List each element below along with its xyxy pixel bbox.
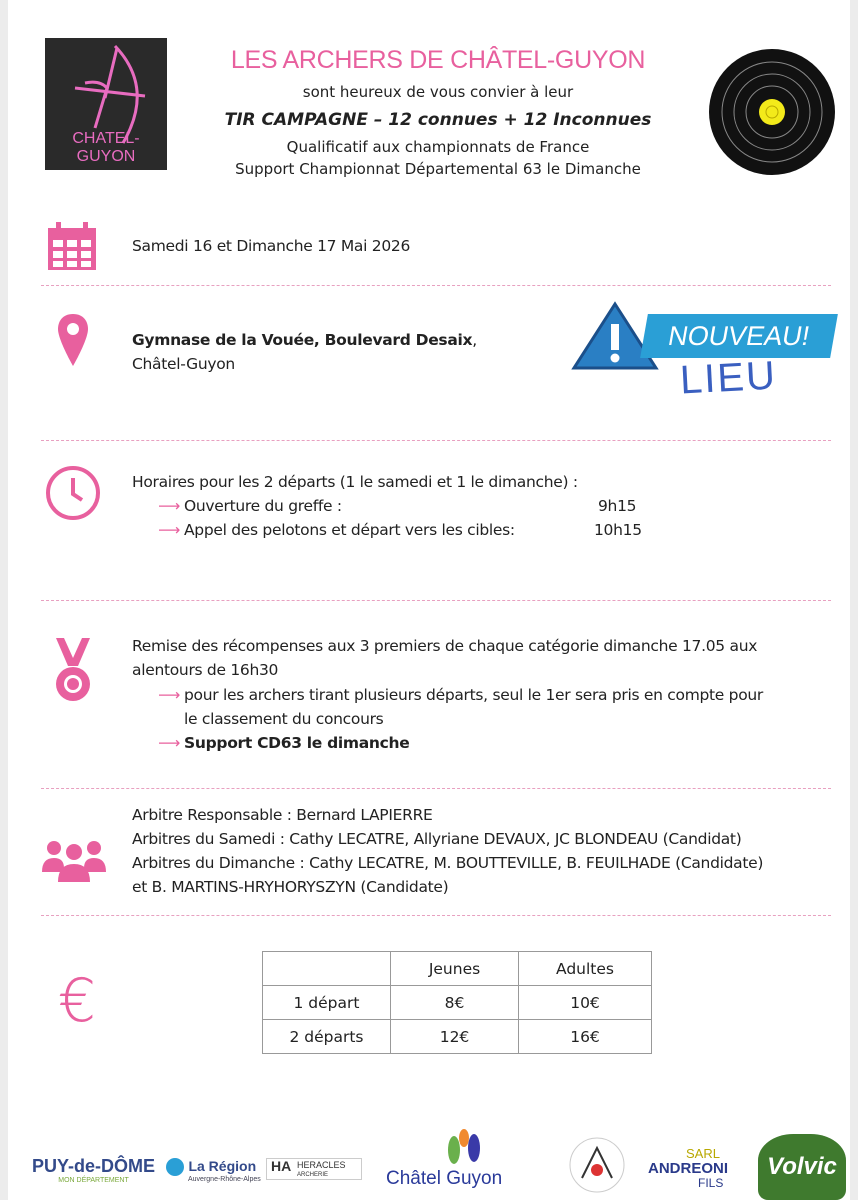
medal-icon bbox=[50, 636, 96, 706]
table-cell: 16€ bbox=[519, 1020, 652, 1054]
venue-suffix: , bbox=[472, 331, 477, 349]
logo-text: HERACLES bbox=[297, 1160, 346, 1170]
sponsor-chatel-guyon-logo bbox=[380, 1128, 540, 1192]
table-row bbox=[263, 986, 652, 1020]
cd63-logo bbox=[568, 1136, 626, 1194]
new-badge bbox=[640, 314, 838, 358]
logo-text: Guyon bbox=[446, 1168, 503, 1189]
table-row bbox=[263, 1020, 652, 1054]
location-pin-icon bbox=[56, 312, 90, 368]
arrow-icon: ⟶ bbox=[158, 734, 180, 752]
logo-text: ARCHERIE bbox=[297, 1172, 329, 1178]
schedule-time: 10h15 bbox=[594, 521, 642, 539]
calendar-icon bbox=[46, 222, 98, 272]
sponsor-andreoni-logo bbox=[648, 1146, 728, 1191]
awards-time: alentours de 16h30 bbox=[132, 661, 279, 679]
divider bbox=[41, 915, 831, 916]
divider bbox=[41, 600, 831, 601]
logo-text: Châtel bbox=[386, 1168, 441, 1189]
logo-text: La Région bbox=[188, 1158, 257, 1175]
arrow-icon: ⟶ bbox=[158, 521, 180, 539]
table-header: Jeunes bbox=[391, 952, 519, 986]
sponsor-heracles-logo: HA HERACLES ARCHERIE bbox=[266, 1158, 362, 1180]
referee-line: Arbitres du Samedi : Cathy LECATRE, Allyriane DEVAUX, JC BLONDEAU (Candidat) bbox=[132, 830, 742, 848]
table-cell: 1 départ bbox=[263, 986, 391, 1020]
logo-text: FILS bbox=[698, 1176, 724, 1190]
region-icon bbox=[166, 1158, 184, 1176]
drops-icon bbox=[436, 1128, 486, 1168]
sponsor-volvic-logo bbox=[758, 1134, 846, 1200]
referee-line: et B. MARTINS-HRYHORYSZYN (Candidate) bbox=[132, 878, 449, 896]
logo-text: SARL bbox=[686, 1146, 720, 1161]
logo-text: ANDREONI bbox=[648, 1160, 729, 1177]
logo-text: Volvic bbox=[767, 1153, 837, 1180]
schedule-label: Ouverture du greffe : bbox=[184, 497, 342, 515]
event-name: TIR CAMPAGNE – 12 connues + 12 Inconnues bbox=[224, 110, 652, 130]
divider bbox=[41, 440, 831, 441]
new-badge-text: NOUVEAU! bbox=[665, 321, 813, 351]
price-table bbox=[262, 951, 652, 1054]
flyer bbox=[8, 0, 850, 1200]
club-logo bbox=[45, 38, 167, 170]
venue-city: Châtel-Guyon bbox=[132, 355, 235, 373]
divider bbox=[41, 788, 831, 789]
subtitle: sont heureux de vous convier à leur bbox=[302, 83, 574, 101]
club-logo-text: CHATEL-GUYON bbox=[72, 130, 140, 165]
awards-note: pour les archers tirant plusieurs départs, seul le 1er sera pris en compte pour bbox=[184, 686, 763, 704]
clock-icon bbox=[44, 464, 102, 522]
arrow-icon: ⟶ bbox=[158, 497, 180, 515]
schedule-time: 9h15 bbox=[598, 497, 637, 515]
awards-note-cont: le classement du concours bbox=[184, 710, 384, 728]
sponsor-region-logo bbox=[166, 1158, 261, 1183]
table-cell: 12€ bbox=[391, 1020, 519, 1054]
table-cell: 10€ bbox=[519, 986, 652, 1020]
sponsor-puy-de-dome-logo bbox=[32, 1156, 155, 1184]
logo-text: PUY-de-DÔME bbox=[32, 1156, 156, 1176]
schedule-item bbox=[144, 494, 664, 518]
awards-text: Remise des récompenses aux 3 premiers de chaque catégorie dimanche 17.05 aux bbox=[132, 637, 758, 655]
qualifier-text: Qualificatif aux championnats de France bbox=[286, 138, 590, 156]
target-icon bbox=[704, 44, 840, 180]
referee-line: Arbitre Responsable : Bernard LAPIERRE bbox=[132, 806, 433, 824]
arrow-icon: ⟶ bbox=[158, 686, 180, 704]
page-title: LES ARCHERS DE CHÂTEL-GUYON bbox=[230, 46, 646, 74]
table-header-row bbox=[263, 952, 652, 986]
logo-text: MON DÉPARTEMENT bbox=[58, 1177, 129, 1184]
table-header: Adultes bbox=[519, 952, 652, 986]
schedule-label: Appel des pelotons et départ vers les cibles: bbox=[184, 521, 515, 539]
schedule-item bbox=[144, 518, 664, 542]
divider bbox=[41, 285, 831, 286]
table-cell: 2 départs bbox=[263, 1020, 391, 1054]
table-cell: 8€ bbox=[391, 986, 519, 1020]
logo-text: Auvergne-Rhône-Alpes bbox=[188, 1176, 261, 1184]
event-date: Samedi 16 et Dimanche 17 Mai 2026 bbox=[132, 237, 411, 255]
venue-name: Gymnase de la Vouée, Boulevard Desaix bbox=[132, 331, 473, 349]
schedule-intro: Horaires pour les 2 départs (1 le samedi et 1 le dimanche) : bbox=[132, 473, 578, 491]
euro-icon: € bbox=[58, 966, 97, 1036]
referee-line: Arbitres du Dimanche : Cathy LECATRE, M. BOUTTEVILLE, B. FEUILHADE (Candidate) bbox=[132, 854, 764, 872]
support-text: Support Championnat Départemental 63 le Dimanche bbox=[235, 160, 641, 178]
awards-support: Support CD63 le dimanche bbox=[184, 734, 410, 752]
table-cell bbox=[263, 952, 391, 986]
group-icon bbox=[42, 838, 106, 882]
new-badge-lieu: LIEU bbox=[678, 353, 778, 403]
